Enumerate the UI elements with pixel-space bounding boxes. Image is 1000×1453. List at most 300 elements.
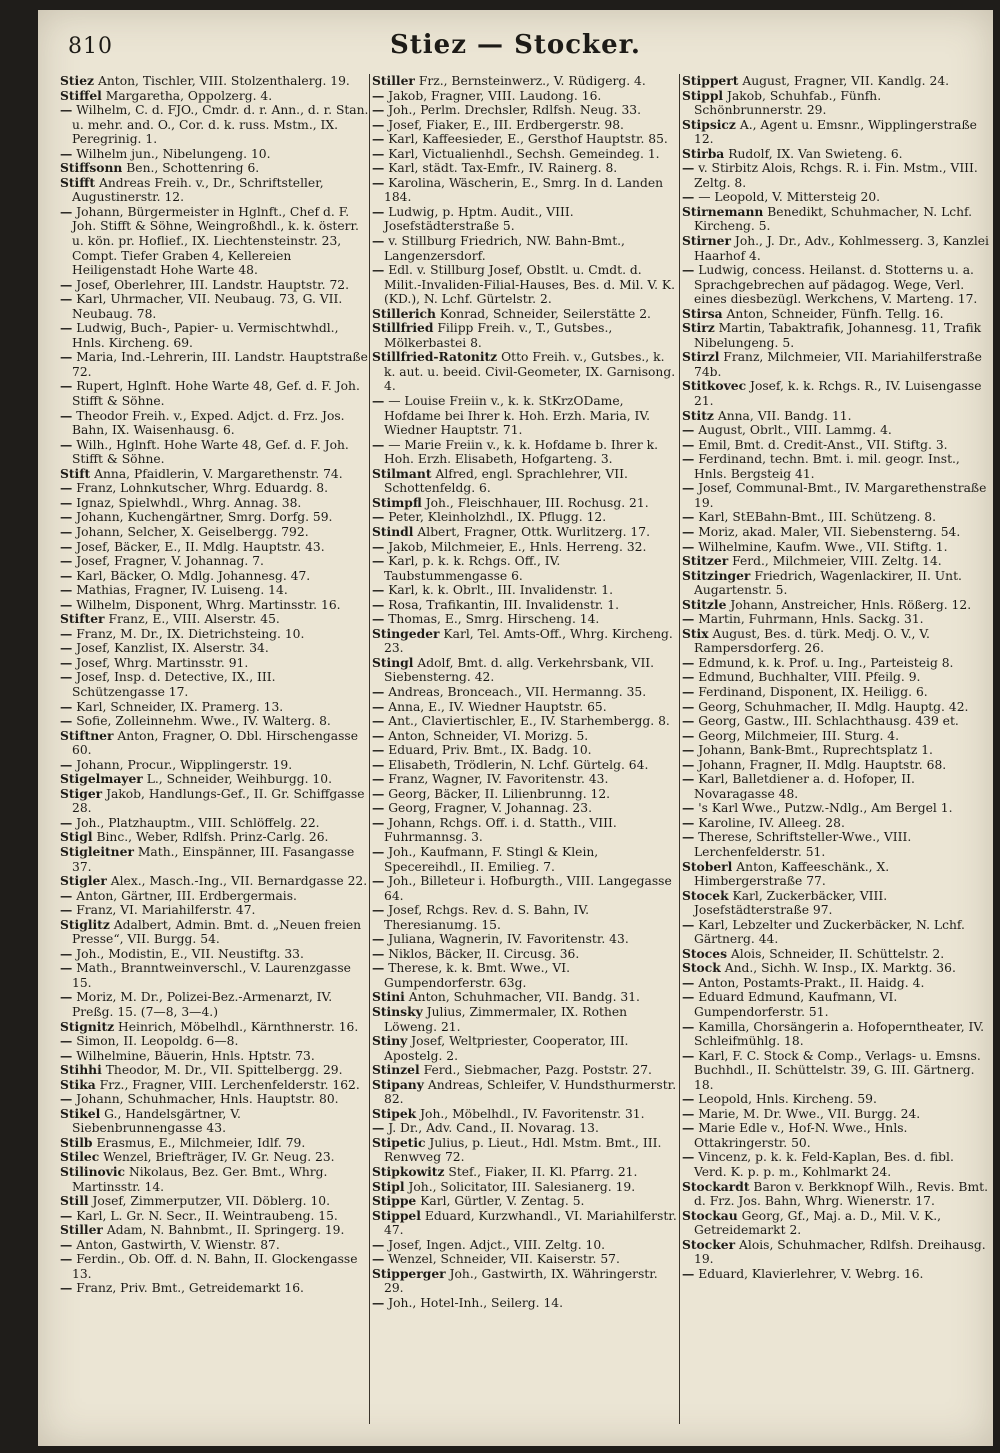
directory-entry [372, 801, 677, 816]
entry-surname: — [372, 800, 385, 816]
entry-details: Theodor, M. Dr., VII. Spittelbergg. 29. [105, 1063, 343, 1078]
entry-surname: — [372, 102, 385, 118]
entry-surname: Stock [682, 960, 721, 976]
directory-entry [372, 627, 677, 656]
entry-details: Thomas, E., Smrg. Hirscheng. 14. [388, 612, 600, 627]
entry-surname: — [682, 669, 695, 685]
entry-details: Josef, Communal-Bmt., IV. Margarethenstraße 19. [694, 481, 987, 510]
entry-surname: — [682, 1091, 695, 1107]
directory-entry [60, 845, 370, 874]
entry-surname: — [372, 843, 385, 859]
directory-entry [682, 700, 990, 715]
entry-details: Frz., Bernsteinwerz., V. Rüdigerg. 4. [418, 74, 646, 88]
directory-entry [60, 961, 370, 990]
entry-surname: — [60, 1033, 73, 1049]
entry-surname: — [372, 611, 385, 627]
directory-entry [372, 263, 677, 307]
directory-page [38, 10, 993, 1446]
directory-entry [60, 1223, 370, 1238]
directory-entry [60, 729, 370, 758]
entry-details: Anton, Gastwirth, V. Wienstr. 87. [76, 1237, 280, 1252]
directory-entry [60, 990, 370, 1019]
directory-entry [682, 670, 990, 685]
entry-details: Wilh., Hglnft. Hohe Warte 48, Gef. d. F. Joh. Stifft & Söhne. [72, 437, 349, 467]
directory-entry [372, 714, 677, 729]
entry-surname: — [372, 174, 385, 190]
entry-surname: Stitz [682, 407, 714, 423]
entry-surname: — [60, 1251, 73, 1267]
entry-surname: — [60, 291, 73, 307]
entry-surname: — [682, 1018, 695, 1034]
directory-entry [682, 423, 990, 438]
directory-entry [372, 147, 677, 162]
entry-surname: — [60, 509, 73, 525]
entry-details: Ludwig, p. Hptm. Audit., VIII. Josefstädterstraße 5. [384, 204, 574, 234]
entry-surname: — [682, 698, 695, 714]
entry-details: Franz, VI. Mariahilferstr. 47. [76, 903, 256, 918]
entry-surname: — [372, 203, 385, 219]
entry-surname: Stockardt [682, 1178, 750, 1194]
entry-surname: — [60, 1047, 73, 1063]
directory-entry [372, 74, 677, 89]
entry-surname: — [682, 422, 695, 438]
entry-details: Anton, Gärtner, III. Erdbergermais. [76, 888, 297, 903]
directory-entry [60, 598, 370, 613]
entry-details: Konrad, Schneider, Seilerstätte 2. [439, 306, 651, 321]
directory-entry [372, 612, 677, 627]
entry-surname: Stinsky [372, 1004, 423, 1019]
entry-details: Mathias, Fragner, IV. Luiseng. 14. [76, 583, 288, 598]
directory-entry [682, 452, 990, 481]
entry-details: Niklos, Bäcker, II. Circusg. 36. [388, 946, 580, 961]
entry-surname: — [372, 873, 385, 889]
entry-surname: — [682, 742, 695, 758]
entry-surname: Stipany [372, 1076, 424, 1092]
directory-entry [372, 132, 677, 147]
entry-details: Franz, Milchmeier, VII. Mariahilferstraße 74b. [694, 350, 982, 379]
directory-entry [60, 74, 370, 89]
entry-surname: Stigleitner [60, 843, 134, 859]
entry-surname: Stippl [682, 87, 724, 103]
directory-entry [372, 234, 677, 263]
entry-details: Elisabeth, Trödlerin, N. Lchf. Gürtelg. 64. [388, 757, 649, 772]
entry-details: Karl, k. k. Obrlt., III. Invalidenstr. 1. [388, 583, 614, 598]
entry-surname: — [682, 611, 695, 627]
entry-details: A., Agent u. Emsnr., Wipplingerstraße 12. [694, 117, 977, 147]
entry-surname: — [372, 756, 385, 772]
entry-surname: — [60, 480, 73, 496]
directory-entry [372, 1180, 677, 1195]
entry-details: Emil, Bmt. d. Credit-Anst., VII. Stiftg. 3. [698, 437, 948, 452]
entry-details: Anton, Fragner, O. Dbl. Hirschengasse 60. [72, 728, 359, 758]
directory-entry [60, 89, 370, 104]
directory-entry [682, 961, 990, 976]
directory-entry [682, 147, 990, 162]
entry-surname: — [372, 553, 385, 569]
entry-details: Math., Einspänner, III. Fasangasse 37. [72, 844, 355, 874]
entry-details: Johann, Procur., Wipplingerstr. 19. [76, 757, 293, 772]
entry-surname: — [60, 1280, 73, 1296]
directory-entry [682, 1267, 990, 1282]
entry-details: Eduard Edmund, Kaufmann, VI. Gumpendorferstr. 51. [694, 990, 898, 1019]
directory-entry [60, 525, 370, 540]
entry-details: Anton, Tischler, VIII. Stolzenthalerg. 19. [97, 74, 350, 88]
entry-details: Adalbert, Admin. Bmt. d. „Neuen freien Presse“, VII. Burgg. 54. [72, 917, 362, 947]
entry-surname: Stirner [682, 233, 731, 249]
entry-details: Karl, StEBahn-Bmt., III. Schützeng. 8. [698, 510, 937, 525]
column-divider [679, 74, 680, 1424]
entry-details: Joh., Möbelhdl., IV. Favoritenstr. 31. [420, 1106, 645, 1121]
entry-surname: Stockau [682, 1207, 738, 1223]
entry-surname: Stoces [682, 945, 727, 961]
entry-details: G., Handelsgärtner, V. Siebenbrunnengasse 43. [72, 1106, 241, 1136]
entry-details: Jakob, Fragner, VIII. Laudong. 16. [388, 88, 602, 103]
directory-entry [372, 1078, 677, 1107]
directory-entry [682, 569, 990, 598]
directory-entry [682, 1238, 990, 1267]
directory-entry [682, 1121, 990, 1150]
entry-surname: — [60, 1091, 73, 1107]
entry-surname: — [60, 436, 73, 452]
directory-entry [682, 438, 990, 453]
column-2 [372, 74, 677, 1434]
entry-details: Karl, Uhrmacher, VII. Neubaug. 73, G. VII. Neubaug. 78. [72, 292, 343, 321]
column-1 [60, 74, 370, 1434]
directory-entry [60, 278, 370, 293]
entry-surname: — [372, 727, 385, 743]
entry-details: Karl, Lebzelter und Zuckerbäcker, N. Lchf. Gärtnerg. 44. [694, 917, 965, 947]
entry-surname: — [372, 145, 385, 161]
directory-entry [682, 379, 990, 408]
directory-entry [60, 874, 370, 889]
entry-surname: — [60, 567, 73, 583]
entry-details: Joh., Modistin, E., VII. Neustiftg. 33. [76, 946, 304, 961]
directory-entry [682, 409, 990, 424]
directory-entry [60, 670, 370, 699]
directory-entry [60, 1281, 370, 1296]
directory-entry [682, 350, 990, 379]
entry-details: Karl, Tel. Amts-Off., Whrg. Kircheng. 23. [384, 626, 673, 656]
directory-entry [60, 1078, 370, 1093]
entry-surname: — [682, 436, 695, 452]
directory-entry [682, 714, 990, 729]
entry-surname: Stigelmayer [60, 771, 143, 787]
entry-surname: — [60, 145, 73, 161]
entry-surname: Stitkovec [682, 378, 747, 394]
entry-surname: Stigl [60, 829, 93, 845]
entry-surname: — [682, 160, 695, 176]
directory-entry [372, 772, 677, 787]
entry-details: Martin, Fuhrmann, Hnls. Sackg. 31. [698, 612, 924, 627]
directory-entry [682, 830, 990, 859]
entry-surname: Stipek [372, 1105, 417, 1121]
entry-details: Kamilla, Chorsängerin a. Hofoperntheater, IV. Schleifmühlg. 18. [694, 1019, 985, 1049]
entry-details: Johann, Schuhmacher, Hnls. Hauptstr. 80. [76, 1092, 339, 1107]
directory-entry [682, 729, 990, 744]
entry-details: Therese, k. k. Bmt. Wwe., VI. Gumpendorferstr. 63g. [384, 961, 570, 990]
entry-details: Joh., Platzhauptm., VIII. Schlöffelg. 22. [76, 815, 320, 830]
directory-entry [60, 1034, 370, 1049]
entry-details: Ferdinand, Disponent, IX. Heiligg. 6. [698, 684, 928, 699]
entry-surname: — [372, 509, 385, 525]
entry-surname: — [60, 814, 73, 830]
entry-surname: Stiller [60, 1222, 103, 1238]
directory-entry [60, 1107, 370, 1136]
entry-details: L., Schneider, Weihburgg. 10. [146, 772, 332, 787]
entry-details: Jakob, Handlungs-Gef., II. Gr. Schiffgasse 28. [72, 786, 365, 816]
entry-surname: — [60, 625, 73, 641]
entry-surname: Stika [60, 1076, 96, 1092]
entry-surname: — [60, 494, 73, 510]
column-3 [682, 74, 990, 1434]
directory-entry [60, 147, 370, 162]
directory-entry [60, 612, 370, 627]
entry-details: Nikolaus, Bez. Ger. Bmt., Whrg. Martinsstr. 14. [72, 1165, 328, 1194]
entry-surname: Stocker [682, 1236, 736, 1252]
entry-surname: — [682, 1047, 695, 1063]
entry-surname: — [60, 756, 73, 772]
directory-entry [682, 1092, 990, 1107]
entry-surname: — [372, 683, 385, 699]
directory-entry [60, 1238, 370, 1253]
entry-surname: — [372, 582, 385, 598]
entry-details: Benedikt, Schuhmacher, N. Lchf. Kircheng. 5. [694, 204, 973, 234]
directory-entry [372, 554, 677, 583]
directory-entry [372, 874, 677, 903]
directory-entry [682, 510, 990, 525]
entry-surname: Stitzle [682, 596, 727, 612]
entry-details: Josef, Bäcker, E., II. Mdlg. Hauptstr. 43. [76, 539, 325, 554]
directory-entry [372, 656, 677, 685]
entry-surname: Stitzinger [682, 567, 751, 583]
entry-details: Moriz, akad. Maler, VII. Siebensterng. 54. [698, 524, 961, 539]
entry-surname: Stiger [60, 785, 103, 801]
entry-details: Karl, Balletdiener a. d. Hofoper, II. Novaragasse 48. [694, 772, 915, 801]
entry-surname: — [682, 829, 695, 845]
entry-details: Josef, Fiaker, E., III. Erdbergerstr. 98. [388, 117, 624, 132]
entry-surname: — [372, 1294, 385, 1310]
entry-surname: — [372, 233, 385, 249]
directory-entry [60, 161, 370, 176]
directory-entry [60, 467, 370, 482]
entry-surname: — [60, 713, 73, 729]
entry-details: Maria, Ind.-Lehrerin, III. Landstr. Hauptstraße 72. [72, 350, 368, 379]
directory-entry [372, 932, 677, 947]
entry-surname: Stipetic [372, 1134, 426, 1150]
directory-entry [372, 1252, 677, 1267]
entry-details: 's Karl Wwe., Putzw.-Ndlg., Am Bergel 1. [698, 801, 953, 816]
entry-surname: — [60, 1207, 73, 1223]
entry-details: Georg, Gastw., III. Schlachthausg. 439 et. [698, 714, 959, 729]
entry-surname: Stippert [682, 74, 739, 88]
entry-surname: Stirsa [682, 305, 723, 321]
entry-surname: — [372, 596, 385, 612]
directory-entry [682, 918, 990, 947]
entry-surname: Stirba [682, 145, 725, 161]
entry-details: Andreas Freih. v., Dr., Schriftsteller, Augustinerstr. 12. [72, 175, 324, 205]
entry-details: Josef, Kanzlist, IX. Alserstr. 34. [76, 641, 269, 656]
entry-details: Anna, VII. Bandg. 11. [717, 408, 852, 423]
entry-surname: Stini [372, 989, 405, 1005]
entry-surname: Stipsicz [682, 116, 736, 132]
entry-surname: — [60, 582, 73, 598]
entry-details: Theodor Freih. v., Exped. Adjct. d. Frz. Jos. Bahn, IX. Waisenhausg. 6. [72, 408, 345, 438]
entry-surname: — [372, 160, 385, 176]
entry-details: — Marie Freiin v., k. k. Hofdame b. Ihrer k. Hoh. Erzh. Elisabeth, Hofgarteng. 3. [384, 437, 658, 467]
entry-surname: — [60, 320, 73, 336]
directory-entry [60, 540, 370, 555]
entry-details: v. Stirbitz Alois, Rchgs. R. i. Fin. Mstm., VIII. Zeltg. 8. [694, 161, 978, 190]
directory-entry [682, 743, 990, 758]
directory-entry [372, 729, 677, 744]
entry-details: Wilhelmine, Kaufm. Wwe., VII. Stiftg. 1. [698, 539, 948, 554]
directory-entry [682, 772, 990, 801]
directory-entry [60, 656, 370, 671]
directory-entry [60, 700, 370, 715]
entry-surname: — [372, 87, 385, 103]
entry-surname: Stiffel [60, 87, 102, 103]
directory-entry [60, 1020, 370, 1035]
entry-details: — Leopold, V. Mittersteig 20. [698, 190, 881, 205]
directory-entry [682, 947, 990, 962]
entry-details: Joh., Gastwirth, IX. Währingerstr. 29. [384, 1266, 658, 1296]
entry-details: Julius, Zimmermaler, IX. Rothen Löweng. 21. [384, 1005, 628, 1034]
directory-entry [60, 321, 370, 350]
entry-details: Juliana, Wagnerin, IV. Favoritenstr. 43. [388, 932, 629, 947]
entry-surname: — [682, 1120, 695, 1136]
entry-details: Andreas, Bronceach., VII. Hermanng. 35. [388, 684, 647, 699]
entry-details: Josef, Ingen. Adjct., VIII. Zeltg. 10. [388, 1237, 606, 1252]
directory-entry [372, 787, 677, 802]
directory-entry [682, 554, 990, 569]
entry-details: Josef, k. k. Rchgs. R., IV. Luisengasse 21. [694, 379, 982, 409]
entry-details: v. Stillburg Friedrich, NW. Bahn-Bmt., Langenzersdorf. [384, 234, 625, 263]
directory-entry [682, 1049, 990, 1093]
entry-surname: — [60, 523, 73, 539]
entry-surname: — [682, 1105, 695, 1121]
entry-details: Joh., Fleischhauer, III. Rochusg. 21. [425, 495, 649, 510]
directory-entry [60, 554, 370, 569]
entry-surname: — [60, 553, 73, 569]
directory-entry [682, 656, 990, 671]
directory-entry [372, 438, 677, 467]
entry-surname: Stillfried [372, 320, 434, 336]
directory-entry [372, 394, 677, 438]
entry-details: Franz, Priv. Bmt., Getreidemarkt 16. [76, 1281, 304, 1296]
entry-surname: — [60, 989, 73, 1005]
directory-entry [372, 685, 677, 700]
entry-details: Ant., Claviertischler, E., IV. Starhembergg. 8. [388, 714, 670, 729]
entry-details: Otto Freih. v., Gutsbes., k. k. aut. u. beeid. Civil-Geometer, IX. Garnisong. 4. [384, 350, 676, 394]
entry-details: Karl, p. k. k. Rchgs. Off., IV. Taubstummengasse 6. [384, 554, 561, 583]
entry-details: Margaretha, Oppolzerg. 4. [105, 88, 273, 103]
directory-entry [60, 1165, 370, 1194]
entry-surname: — [682, 800, 695, 816]
directory-entry [372, 845, 677, 874]
entry-details: Karl, Bäcker, O. Mdlg. Johannesg. 47. [76, 568, 311, 583]
entry-details: Wenzel, Briefträger, IV. Gr. Neug. 23. [103, 1150, 335, 1165]
directory-entry [372, 1063, 677, 1078]
entry-details: Johann, Selcher, X. Geiselbergg. 792. [76, 524, 309, 539]
entry-surname: Stifft [60, 174, 96, 190]
entry-details: Franz, Wagner, IV. Favoritenstr. 43. [388, 772, 609, 787]
entry-details: Julius, p. Lieut., Hdl. Mstm. Bmt., III. Renwveg 72. [384, 1135, 662, 1165]
directory-entry [60, 103, 370, 147]
entry-details: Karl, Kaffeesieder, E., Gersthof Hauptstr. 85. [388, 132, 668, 147]
entry-details: Marie, M. Dr. Wwe., VII. Burgg. 24. [698, 1106, 921, 1121]
entry-surname: — [682, 189, 695, 205]
entry-surname: — [60, 887, 73, 903]
directory-entry [60, 627, 370, 642]
directory-entry [60, 583, 370, 598]
directory-entry [682, 161, 990, 190]
directory-entry [372, 1165, 677, 1180]
directory-entry [682, 1150, 990, 1179]
entry-details: Josef, Fragner, V. Johannag. 7. [76, 554, 264, 569]
entry-details: Franz, M. Dr., IX. Dietrichsteing. 10. [76, 626, 305, 641]
entry-details: Ferd., Milchmeier, VIII. Zeltg. 14. [732, 554, 942, 569]
entry-details: J. Dr., Adv. Cand., II. Novarag. 13. [388, 1121, 599, 1136]
directory-entry [60, 409, 370, 438]
entry-surname: Stillerich [372, 305, 436, 321]
entry-details: Joh., Kaufmann, F. Stingl & Klein, Specereihdl., II. Emilieg. 7. [384, 844, 599, 874]
directory-entry [682, 889, 990, 918]
entry-surname: Stirzl [682, 349, 720, 365]
entry-details: Anton, Schneider, Fünfh. Tellg. 16. [726, 306, 944, 321]
entry-details: And., Sichh. W. Insp., IX. Marktg. 36. [724, 961, 956, 976]
directory-entry [372, 103, 677, 118]
entry-surname: Stiglitz [60, 916, 110, 932]
directory-entry [682, 1107, 990, 1122]
directory-entry [372, 598, 677, 613]
entry-surname: — [60, 596, 73, 612]
entry-surname: Stitzer [682, 553, 729, 569]
directory-entry [60, 1049, 370, 1064]
entry-surname: Stift [60, 465, 91, 481]
entry-surname: — [372, 262, 385, 278]
entry-details: Karl, Gürtler, V. Zentag. 5. [420, 1194, 585, 1209]
directory-entry [60, 714, 370, 729]
entry-surname: Stippel [372, 1207, 421, 1223]
directory-entry [682, 234, 990, 263]
entry-surname: Stilinovic [60, 1164, 126, 1180]
directory-entry [682, 758, 990, 773]
directory-entry [682, 118, 990, 147]
entry-details: Karl, Victualienhdl., Sechsh. Gemeindeg. 1. [388, 146, 660, 161]
entry-details: Edmund, Buchhalter, VIII. Pfeilg. 9. [698, 670, 921, 685]
entry-details: Joh., Billeteur i. Hofburgth., VIII. Langegasse 64. [384, 874, 672, 903]
entry-surname: Stingl [372, 654, 414, 670]
directory-entry [682, 481, 990, 510]
directory-entry [682, 816, 990, 831]
directory-entry [682, 860, 990, 889]
directory-entry [372, 947, 677, 962]
entry-details: Josef, Weltpriester, Cooperator, III. Apostelg. 2. [384, 1034, 629, 1063]
directory-entry [372, 350, 677, 394]
entry-surname: — [372, 393, 385, 409]
directory-entry [60, 205, 370, 278]
running-head: Stiez — Stocker. [390, 30, 641, 60]
entry-details: Adam, N. Bahnbmt., II. Springerg. 19. [106, 1223, 345, 1238]
entry-surname: — [60, 102, 73, 118]
entry-details: Martin, Tabaktrafik, Johannesg. 11, Trafik Nibelungeng. 5. [694, 321, 982, 350]
entry-surname: — [60, 276, 73, 292]
directory-entry [682, 321, 990, 350]
directory-entry [682, 1020, 990, 1049]
entry-surname: — [60, 654, 73, 670]
entry-details: Wilhelm, C. d. FJO., Cmdr. d. r. Ann., d. r. Stan. u. mehr. and. O., Cor. d. k. russ. Mstm., IX. Peregrinig. 1. [72, 103, 369, 147]
entry-surname: — [372, 1236, 385, 1252]
